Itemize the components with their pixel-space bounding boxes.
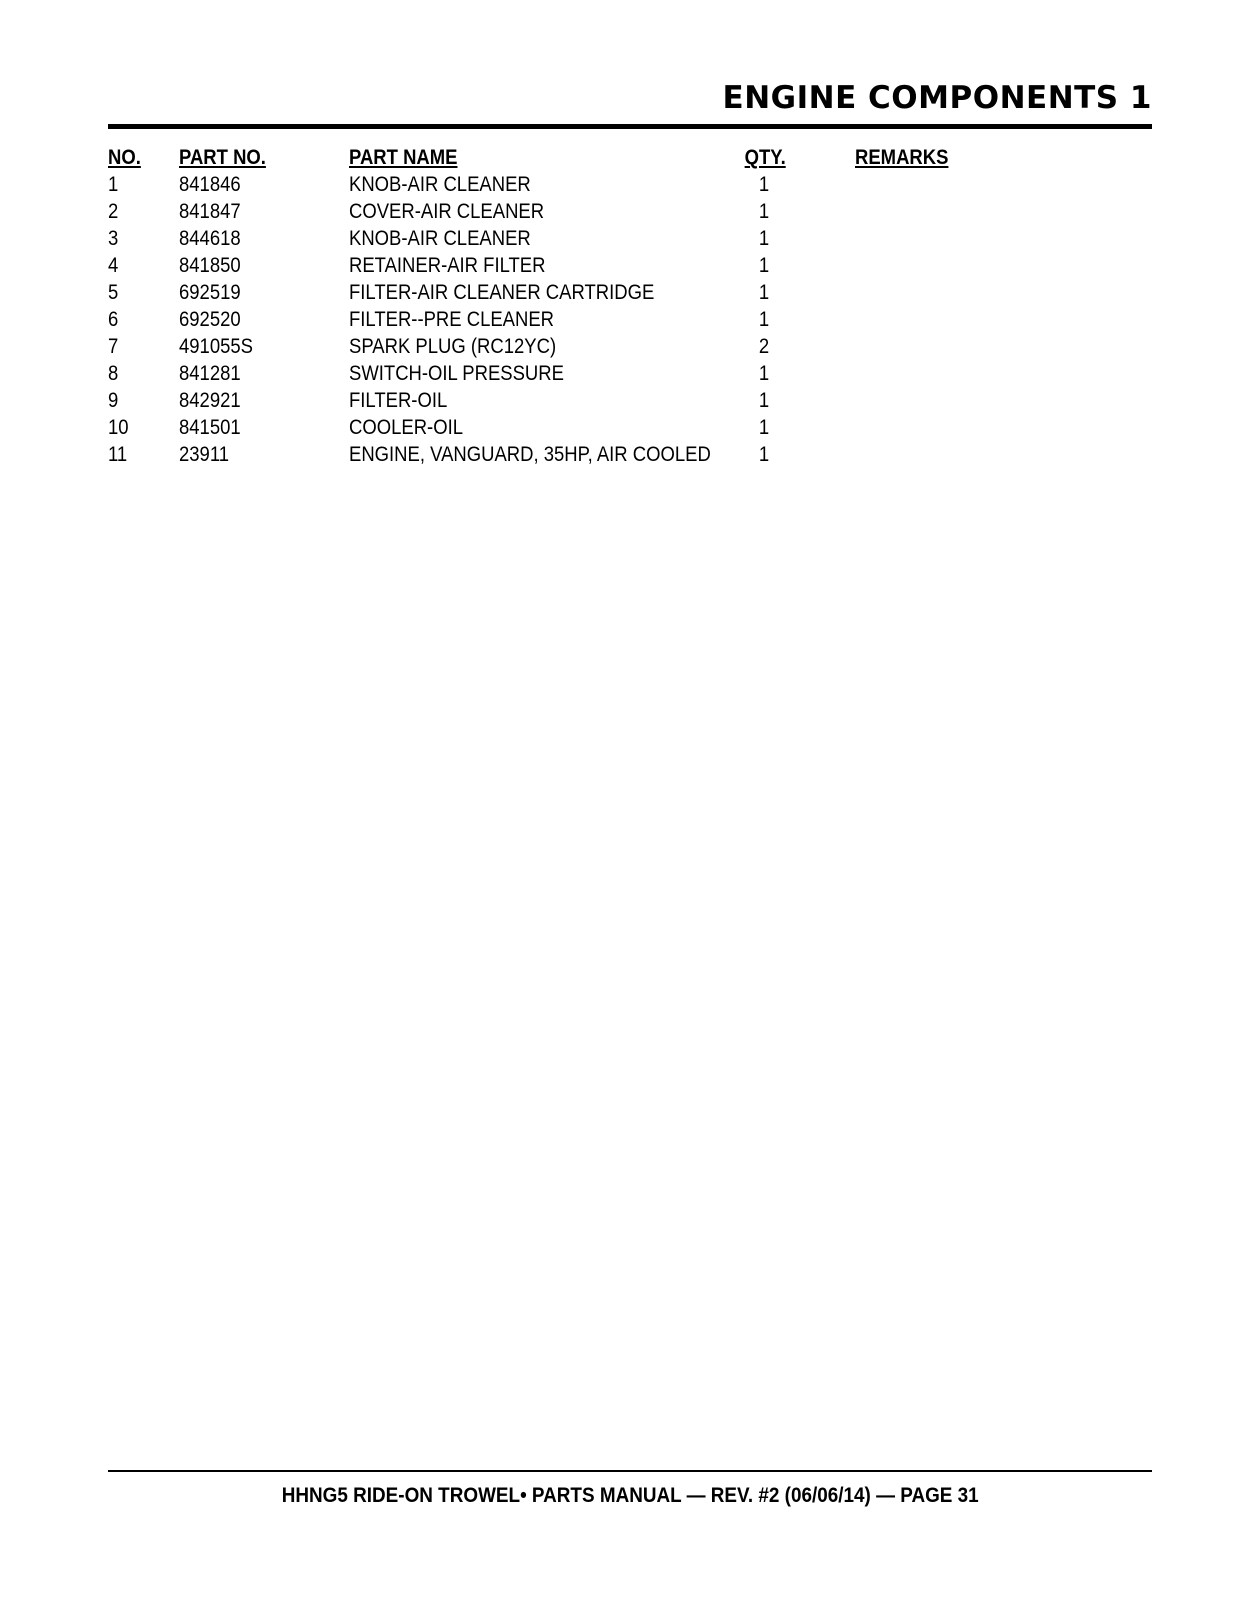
- cell-part-no: 23911: [179, 443, 230, 466]
- column-header-no: NO.: [108, 146, 141, 169]
- cell-part-no: 841281: [179, 362, 241, 385]
- cell-part-no: 842921: [179, 389, 241, 412]
- cell-qty: 1: [758, 443, 770, 466]
- table-row: [108, 225, 1008, 252]
- table-row: [108, 387, 1008, 414]
- cell-part-no: 841501: [179, 416, 241, 439]
- cell-part-name: RETAINER-AIR FILTER: [349, 254, 546, 277]
- table-body: [108, 171, 1008, 468]
- cell-no: 7: [108, 335, 119, 358]
- table-header-row: [108, 144, 1008, 171]
- cell-qty: 1: [758, 200, 770, 223]
- cell-no: 3: [108, 227, 119, 250]
- column-header-qty: QTY.: [744, 146, 786, 169]
- cell-part-no: 841850: [179, 254, 241, 277]
- cell-part-name: SWITCH-OIL PRESSURE: [349, 362, 564, 385]
- cell-part-name: SPARK PLUG (RC12YC): [349, 335, 557, 358]
- cell-part-name: FILTER--PRE CLEANER: [349, 308, 555, 331]
- table-row: [108, 198, 1008, 225]
- cell-part-no: 491055S: [179, 335, 254, 358]
- column-header-part-no: PART NO.: [179, 146, 266, 169]
- cell-qty: 2: [758, 335, 770, 358]
- cell-no: 9: [108, 389, 119, 412]
- cell-no: 4: [108, 254, 119, 277]
- cell-qty: 1: [758, 254, 770, 277]
- cell-part-name: KNOB-AIR CLEANER: [349, 173, 531, 196]
- cell-part-no: 692519: [179, 281, 241, 304]
- cell-qty: 1: [758, 281, 770, 304]
- cell-no: 6: [108, 308, 119, 331]
- table-row: [108, 279, 1008, 306]
- cell-part-name: KNOB-AIR CLEANER: [349, 227, 531, 250]
- table-row: [108, 360, 1008, 387]
- table-row: [108, 441, 1008, 468]
- cell-part-no: 841847: [179, 200, 241, 223]
- cell-qty: 1: [758, 362, 770, 385]
- cell-no: 8: [108, 362, 119, 385]
- table-row: [108, 414, 1008, 441]
- column-header-remarks: REMARKS: [855, 146, 949, 169]
- cell-qty: 1: [758, 416, 770, 439]
- parts-table: [108, 144, 1008, 468]
- table-row: [108, 252, 1008, 279]
- cell-part-name: FILTER-OIL: [349, 389, 448, 412]
- column-header-part-name: PART NAME: [349, 146, 458, 169]
- cell-no: 10: [108, 416, 129, 439]
- footer-divider: [108, 1470, 1152, 1472]
- title-divider: [108, 124, 1152, 129]
- cell-part-name: ENGINE, VANGUARD, 35HP, AIR COOLED: [349, 443, 711, 466]
- cell-part-no: 692520: [179, 308, 241, 331]
- cell-no: 5: [108, 281, 119, 304]
- cell-qty: 1: [758, 227, 770, 250]
- cell-part-name: COVER-AIR CLEANER: [349, 200, 545, 223]
- cell-no: 11: [108, 443, 128, 466]
- cell-no: 2: [108, 200, 119, 223]
- page-title: ENGINE COMPONENTS 1: [722, 80, 1152, 116]
- cell-part-name: COOLER-OIL: [349, 416, 463, 439]
- cell-part-name: FILTER-AIR CLEANER CARTRIDGE: [349, 281, 655, 304]
- table-row: [108, 306, 1008, 333]
- cell-no: 1: [108, 173, 119, 196]
- table-row: [108, 171, 1008, 198]
- cell-part-no: 844618: [179, 227, 241, 250]
- cell-qty: 1: [758, 389, 770, 412]
- page-footer: [108, 1481, 1152, 1511]
- table-row: [108, 333, 1008, 360]
- cell-qty: 1: [758, 308, 770, 331]
- cell-part-no: 841846: [179, 173, 241, 196]
- cell-qty: 1: [758, 173, 770, 196]
- footer-text: HHNG5 RIDE-ON TROWEL• PARTS MANUAL — REV. #2 (06/06/14) — PAGE 31: [281, 1484, 979, 1507]
